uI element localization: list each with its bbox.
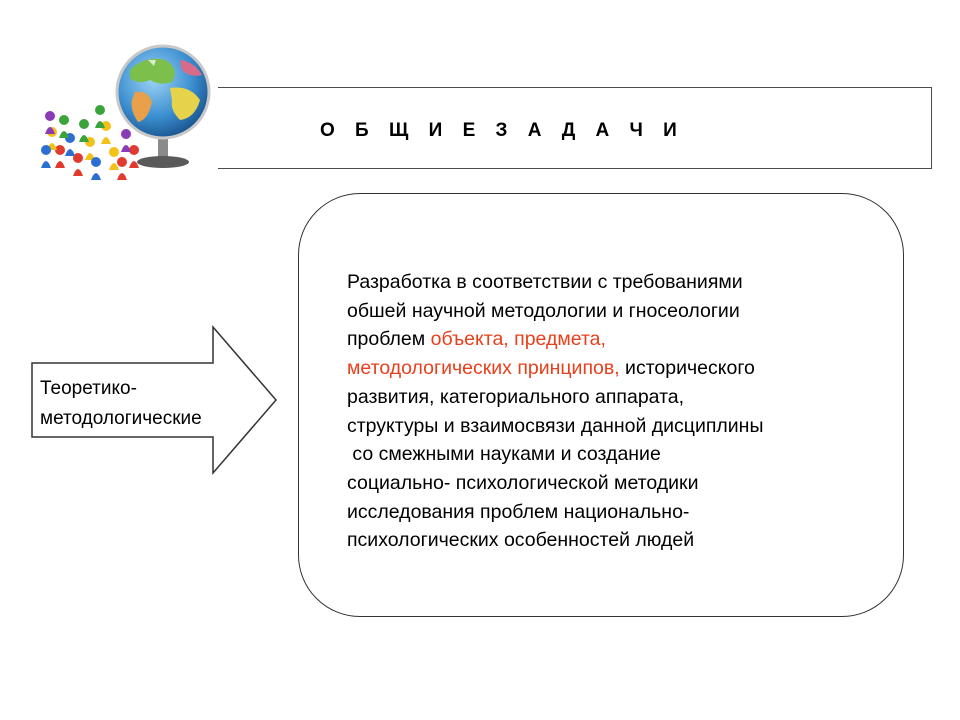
content-segment: проблем [347, 328, 431, 351]
content-line [347, 354, 887, 383]
content-line: психологических особенностей людей [347, 529, 695, 552]
arrow-label-line: методологические [40, 408, 202, 429]
arrow-label-line: Теоретико- [40, 378, 137, 399]
arrow-label [40, 374, 260, 434]
content-segment: исторического [619, 357, 755, 380]
content-text [347, 268, 887, 555]
content-line [347, 325, 887, 354]
content-line: со смежными науками и создание [347, 443, 661, 466]
content-line: структуры и взаимосвязи данной дисциплины [347, 414, 764, 437]
content-line: обшей научной методологии и гносеологии [347, 299, 740, 322]
globe-pawns-icon [30, 30, 230, 200]
content-line: Разработка в соответствии с требованиями [347, 271, 743, 293]
content-line: развития, категориального аппарата, [347, 385, 685, 408]
highlighted-text: объекта, предмета, [430, 328, 606, 351]
highlighted-text: методологических принципов, [347, 357, 620, 380]
content-line: исследования проблем национально- [347, 500, 690, 523]
content-line: социально- психологической методики [347, 471, 699, 494]
page-title: О Б Щ И Е З А Д А Ч И [320, 120, 685, 141]
